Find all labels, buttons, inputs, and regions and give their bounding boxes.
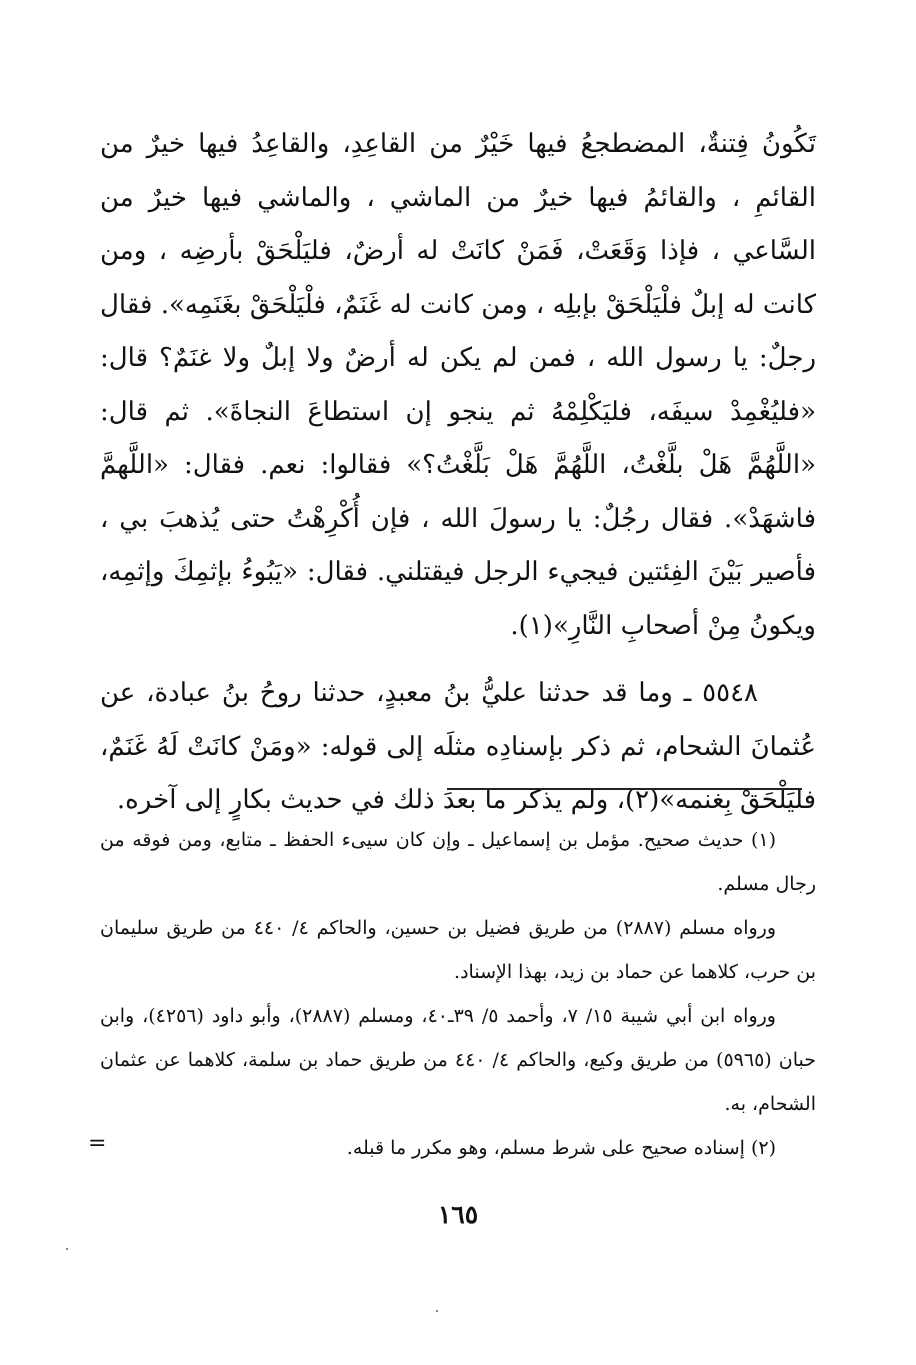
footnote-1-continuation: ورواه مسلم (٢٨٨٧) من طريق فضيل بن حسين، والحاكم ٤/ ٤٤٠ من طريق سليمان بن حرب، كلاهما عن حماد بن زيد، بهذا الإسناد. [100,917,816,983]
paragraph-gap [100,653,816,667]
footnote-1: (١) حديث صحيح. مؤمل بن إسماعيل ـ وإن كان سيىء الحفظ ـ متابع، ومن فوقه من رجال مسلم. [100,829,816,895]
hadith-paragraph-5548: ٥٥٤٨ ـ وما قد حدثنا عليُّ بنُ معبدٍ، حدثنا روحُ بنُ عبادة، عن عُثمانَ الشحام، ثم ذكر بإسنادِه مثلَه إلى قوله: «ومَنْ كانَتْ لَهُ غَنَمٌ، فليَلْحَقْ بِغنمه»(٢)، ولم يذكر ما بعدَ ذلك في حديث بكارٍ إلى آخره. [100,678,816,815]
footnote-1-continuation: ورواه ابن أبي شيبة ١٥/ ٧، وأحمد ٥/ ٣٩ـ٤٠، ومسلم (٢٨٨٧)، وأبو داود (٤٢٥٦)، وابن حبان (٥٩٦٥) من طريق وكيع، والحاكم ٤/ ٤٤٠ من طريق حماد بن سلمة، كلاهما عن عثمان الشحام، به. [100,1005,816,1115]
scan-speck [66,1248,68,1250]
scan-speck [436,1310,438,1312]
footnotes [100,818,816,1170]
footnote-2: (٢) إسناده صحيح على شرط مسلم، وهو مكرر ما قبله. [346,1137,776,1159]
hadith-paragraph: تَكُونُ فِتنةٌ، المضطجعُ فيها خَيْرٌ من القاعِدِ، والقاعِدُ فيها خيرٌ من القائمِ ، والقائمُ فيها خيرٌ من الماشي ، والماشي فيها خيرٌ من السَّاعي ، فإذا وَقَعَتْ، فَمَنْ كانَتْ له أرضٌ، فليَلْحَقْ بأرضِه ، ومن كانت له إبلٌ فلْيَلْحَقْ بإبلِه ، ومن كانت له غَنَمٌ، فلْيَلْحَقْ بغَنَمِه». فقال رجلٌ: يا رسول الله ، فمن لم يكن له أرضٌ ولا إبلٌ ولا غنَمٌ؟ قال: «فليُغْمِدْ سيفَه، فليَكْلِمْهُ ثم ينجو إن استطاعَ النجاةَ». ثم قال: «اللَّهُمَّ هَلْ بلَّغْتُ، اللَّهُمَّ هَلْ بَلَّغْتُ؟» فقالوا: نعم. فقال: «اللَّهمَّ فاشهَدْ». فقال رجُلٌ: يا رسولَ الله ، فإن أُكْرِهْتُ حتى يُذهبَ بي ، فأصير بَيْنَ الفِئتين فيجيء الرجل فيقتلني. فقال: «يَبُوءُ بإثمِكَ وإثمِه، ويكونُ مِنْ أصحابِ النَّارِ»(١). [100,129,816,641]
footnote-separator [447,788,802,790]
main-text [100,118,816,828]
page-number: ١٦٥ [437,1200,479,1229]
continuation-mark: = [88,1131,107,1156]
